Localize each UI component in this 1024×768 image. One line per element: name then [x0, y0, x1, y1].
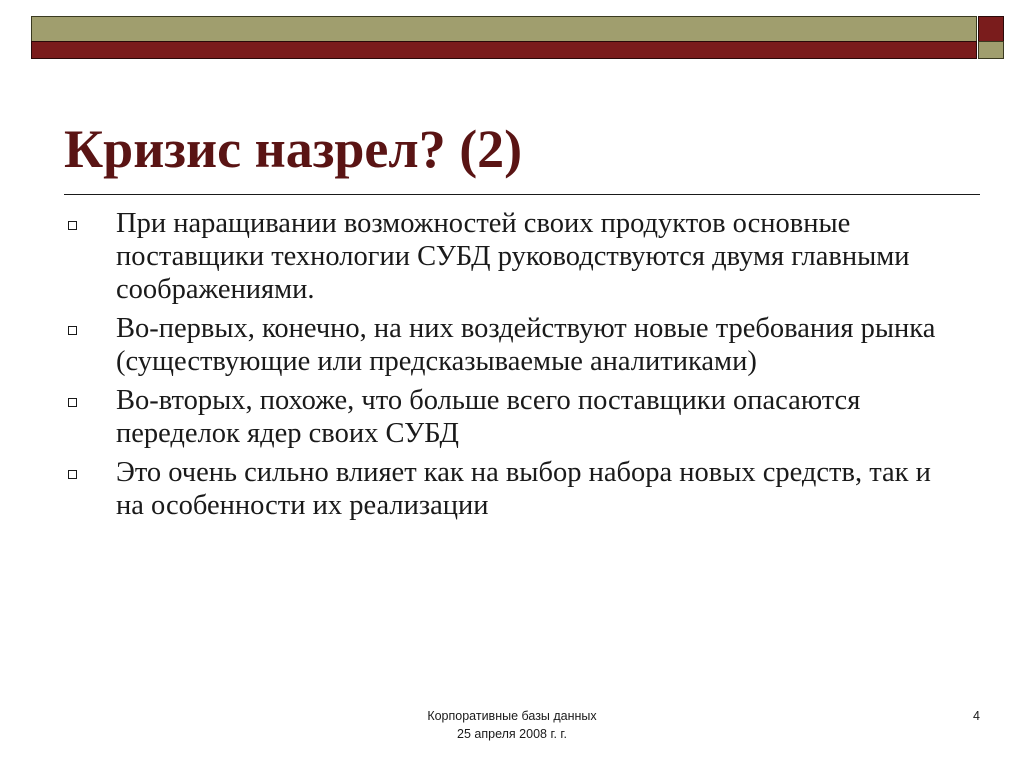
bullet-item [64, 312, 964, 378]
bullet-text: Это очень сильно влияет как на выбор набора новых средств, так и на особенности их реализации [116, 457, 931, 521]
header-band-olive [31, 16, 977, 42]
footer [362, 707, 662, 743]
header-band-red [31, 41, 977, 59]
corner-square-red [978, 16, 1004, 42]
bullet-text: Во-первых, конечно, на них воздействуют новые требования рынка (существующие или предсказываемые аналитиками) [116, 313, 936, 377]
bullet-text: При наращивании возможностей своих продуктов основные поставщики технологии СУБД руководствуются двумя главными соображениями. [116, 208, 910, 305]
title-divider [64, 194, 980, 195]
bullet-item [64, 384, 964, 450]
slide-title: Кризис назрел? (2) [64, 119, 523, 179]
hollow-square-icon [68, 470, 77, 479]
bullet-list [64, 207, 964, 528]
bullet-item [64, 456, 964, 522]
footer-date: 25 апреля 2008 г. г. [457, 727, 567, 741]
bullet-item [64, 207, 964, 306]
bullet-text: Во-вторых, похоже, что больше всего поставщики опасаются переделок ядер своих СУБД [116, 385, 861, 449]
corner-square-olive [978, 41, 1004, 59]
hollow-square-icon [68, 326, 77, 335]
footer-course-title: Корпоративные базы данных [427, 709, 597, 723]
hollow-square-icon [68, 398, 77, 407]
hollow-square-icon [68, 221, 77, 230]
page-number: 4 [973, 709, 980, 723]
